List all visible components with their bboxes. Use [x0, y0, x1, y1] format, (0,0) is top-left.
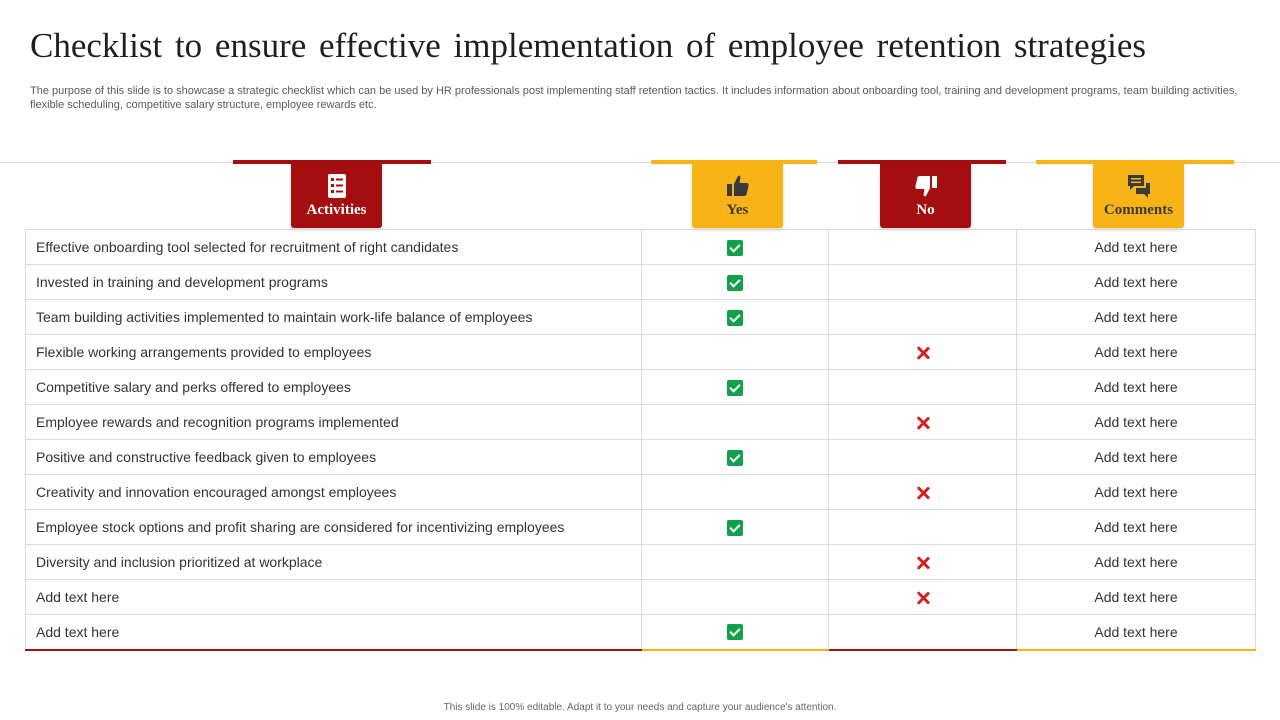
- checkmark-icon: [727, 380, 743, 396]
- table-row: [26, 580, 1256, 615]
- no-cell: [829, 545, 1017, 580]
- activity-cell: Employee rewards and recognition programs implemented: [26, 405, 642, 440]
- yes-cell: [642, 405, 829, 440]
- comment-cell[interactable]: Add text here: [1017, 230, 1256, 265]
- activity-cell: Employee stock options and profit sharing are considered for incentivizing employees: [26, 510, 642, 545]
- activity-cell: Flexible working arrangements provided to employees: [26, 335, 642, 370]
- no-cell: [829, 370, 1017, 405]
- no-cell: [829, 615, 1017, 650]
- activity-cell: Effective onboarding tool selected for recruitment of right candidates: [26, 230, 642, 265]
- table-row: [26, 475, 1256, 510]
- checklist-icon: [324, 173, 350, 199]
- yes-cell: [642, 440, 829, 475]
- checkmark-icon: [727, 240, 743, 256]
- comment-cell[interactable]: Add text here: [1017, 405, 1256, 440]
- comment-cell[interactable]: Add text here: [1017, 440, 1256, 475]
- activity-cell: Positive and constructive feedback given to employees: [26, 440, 642, 475]
- table-row: [26, 230, 1256, 265]
- yes-cell: [642, 545, 829, 580]
- page-subtitle: The purpose of this slide is to showcase a strategic checklist which can be used by HR professionals post implementing staff retention tactics. It includes information about onboarding tool, training and development programs, team building activities, flexible scheduling, competitive salary structure, employee rewards etc.: [30, 85, 1238, 111]
- yes-cell: [642, 475, 829, 510]
- activity-cell: Invested in training and development programs: [26, 265, 642, 300]
- yes-header-label: Yes: [726, 202, 749, 218]
- yes-cell: [642, 230, 829, 265]
- activities-header: [291, 164, 382, 228]
- yes-header: [692, 164, 783, 228]
- no-cell: [829, 405, 1017, 440]
- yes-cell: [642, 300, 829, 335]
- footer-note: This slide is 100% editable. Adapt it to your needs and capture your audience's attention.: [443, 702, 837, 713]
- comment-cell[interactable]: Add text here: [1017, 335, 1256, 370]
- yes-cell: [642, 335, 829, 370]
- activity-cell: Diversity and inclusion prioritized at workplace: [26, 545, 642, 580]
- no-cell: [829, 300, 1017, 335]
- chat-bubbles-icon: [1126, 173, 1152, 199]
- comment-cell[interactable]: Add text here: [1017, 265, 1256, 300]
- checkmark-icon: [727, 624, 743, 640]
- table-row: [26, 440, 1256, 475]
- cross-icon: [915, 590, 931, 606]
- no-header: [880, 164, 971, 228]
- table-row: [26, 335, 1256, 370]
- checklist-table: [25, 229, 1256, 651]
- table-row: [26, 265, 1256, 300]
- cross-icon: [915, 555, 931, 571]
- table-row: [26, 545, 1256, 580]
- page-title: Checklist to ensure effective implementation of employee retention strategies: [30, 26, 1146, 65]
- comments-header: [1093, 164, 1184, 228]
- table-row: [26, 615, 1256, 650]
- checkmark-icon: [727, 520, 743, 536]
- no-cell: [829, 510, 1017, 545]
- cross-icon: [915, 485, 931, 501]
- no-cell: [829, 230, 1017, 265]
- no-cell: [829, 335, 1017, 370]
- yes-cell: [642, 265, 829, 300]
- comment-cell[interactable]: Add text here: [1017, 300, 1256, 335]
- checkmark-icon: [727, 310, 743, 326]
- table-row: [26, 370, 1256, 405]
- yes-cell: [642, 580, 829, 615]
- thumbs-down-icon: [913, 173, 939, 199]
- comments-header-label: Comments: [1103, 202, 1174, 218]
- table-row: [26, 300, 1256, 335]
- cross-icon: [915, 415, 931, 431]
- no-cell: [829, 440, 1017, 475]
- yes-cell: [642, 615, 829, 650]
- yes-cell: [642, 370, 829, 405]
- comment-cell[interactable]: Add text here: [1017, 510, 1256, 545]
- checkmark-icon: [727, 450, 743, 466]
- activities-header-label: Activities: [306, 202, 367, 218]
- activity-cell: Competitive salary and perks offered to employees: [26, 370, 642, 405]
- comment-cell[interactable]: Add text here: [1017, 370, 1256, 405]
- thumbs-up-icon: [725, 173, 751, 199]
- cross-icon: [915, 345, 931, 361]
- no-cell: [829, 265, 1017, 300]
- activity-cell: Creativity and innovation encouraged amongst employees: [26, 475, 642, 510]
- activity-cell: Add text here: [26, 580, 642, 615]
- comment-cell[interactable]: Add text here: [1017, 615, 1256, 650]
- yes-cell: [642, 510, 829, 545]
- comment-cell[interactable]: Add text here: [1017, 545, 1256, 580]
- no-header-label: No: [916, 202, 935, 218]
- table-row: [26, 405, 1256, 440]
- checkmark-icon: [727, 275, 743, 291]
- comment-cell[interactable]: Add text here: [1017, 475, 1256, 510]
- activity-cell: Team building activities implemented to maintain work-life balance of employees: [26, 300, 642, 335]
- comment-cell[interactable]: Add text here: [1017, 580, 1256, 615]
- no-cell: [829, 580, 1017, 615]
- no-cell: [829, 475, 1017, 510]
- table-row: [26, 510, 1256, 545]
- activity-cell: Add text here: [26, 615, 642, 650]
